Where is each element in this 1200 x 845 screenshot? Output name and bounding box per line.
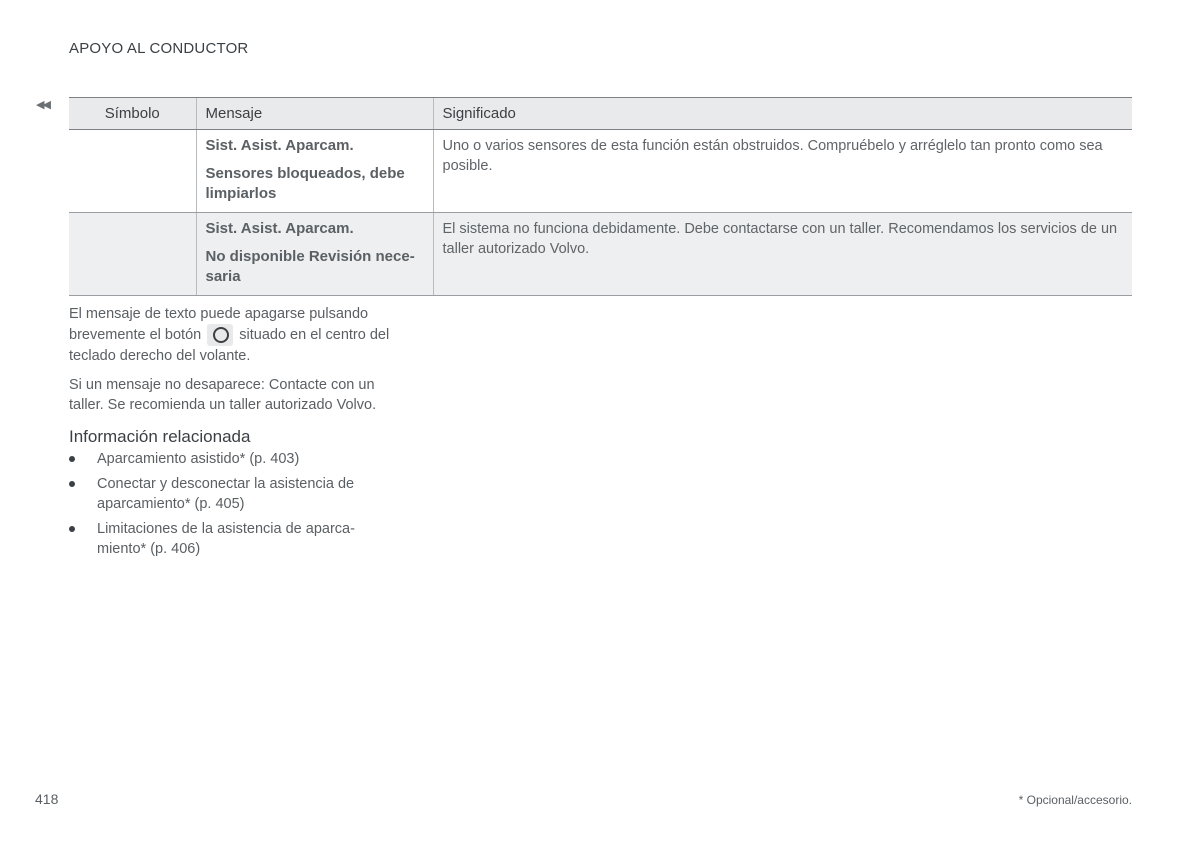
related-link[interactable]: Aparcamiento asistido* (p. 403) <box>97 451 300 467</box>
section-header: APOYO AL CONDUCTOR <box>69 40 249 57</box>
symbol-cell <box>69 130 196 213</box>
message-line: Sist. Asist. Aparcam. <box>205 220 354 237</box>
bullet-icon <box>69 526 75 532</box>
column-header-message: Mensaje <box>196 98 433 130</box>
table-header-row <box>69 98 1132 130</box>
list-item[interactable] <box>69 474 389 514</box>
related-info-title: Información relacionada <box>69 427 251 446</box>
footnote: * Opcional/accesorio. <box>1018 793 1132 807</box>
list-item[interactable] <box>69 449 389 469</box>
list-item[interactable] <box>69 519 389 559</box>
message-line: Sensores bloqueados, debe limpiarlos <box>205 165 405 202</box>
message-line: Sist. Asist. Aparcam. <box>205 137 354 154</box>
instruction-text-after: situado en el centro del teclado derecho del volante. <box>69 326 390 364</box>
instruction-paragraph <box>69 304 399 366</box>
body-text <box>69 304 399 424</box>
column-header-meaning: Significado <box>433 98 1132 130</box>
meaning-cell: Uno o varios sensores de esta función están obstruidos. Compruébelo y arréglelo tan pronto como sea posible. <box>433 130 1132 213</box>
message-line: No disponible Revisión nece-saria <box>205 248 415 285</box>
table-row <box>69 130 1132 213</box>
related-info-list <box>69 449 389 564</box>
instruction-text-before: El mensaje de texto puede apagarse pulsando brevemente el botón <box>69 306 369 343</box>
table-row <box>69 213 1132 296</box>
symbol-cell <box>69 213 196 296</box>
column-header-symbol: Símbolo <box>69 98 196 130</box>
related-link[interactable]: Conectar y desconectar la asistencia de aparcamiento* (p. 405) <box>97 476 355 512</box>
meaning-cell: El sistema no funciona debidamente. Debe contactarse con un taller. Recomendamos los servicios de un taller autorizado Volvo. <box>433 213 1132 296</box>
related-link[interactable]: Limitaciones de la asistencia de aparca-miento* (p. 406) <box>97 521 355 557</box>
bullet-icon <box>69 456 75 462</box>
double-left-arrow-icon[interactable]: ◀◀ <box>36 99 49 111</box>
message-table <box>69 97 1132 296</box>
workshop-paragraph: Si un mensaje no desaparece: Contacte con un taller. Se recomienda un taller autorizado Volvo. <box>69 377 377 413</box>
bullet-icon <box>69 481 75 487</box>
message-cell <box>196 130 433 213</box>
message-cell <box>196 213 433 296</box>
page-number: 418 <box>35 791 59 807</box>
circle-button-icon <box>207 324 233 346</box>
